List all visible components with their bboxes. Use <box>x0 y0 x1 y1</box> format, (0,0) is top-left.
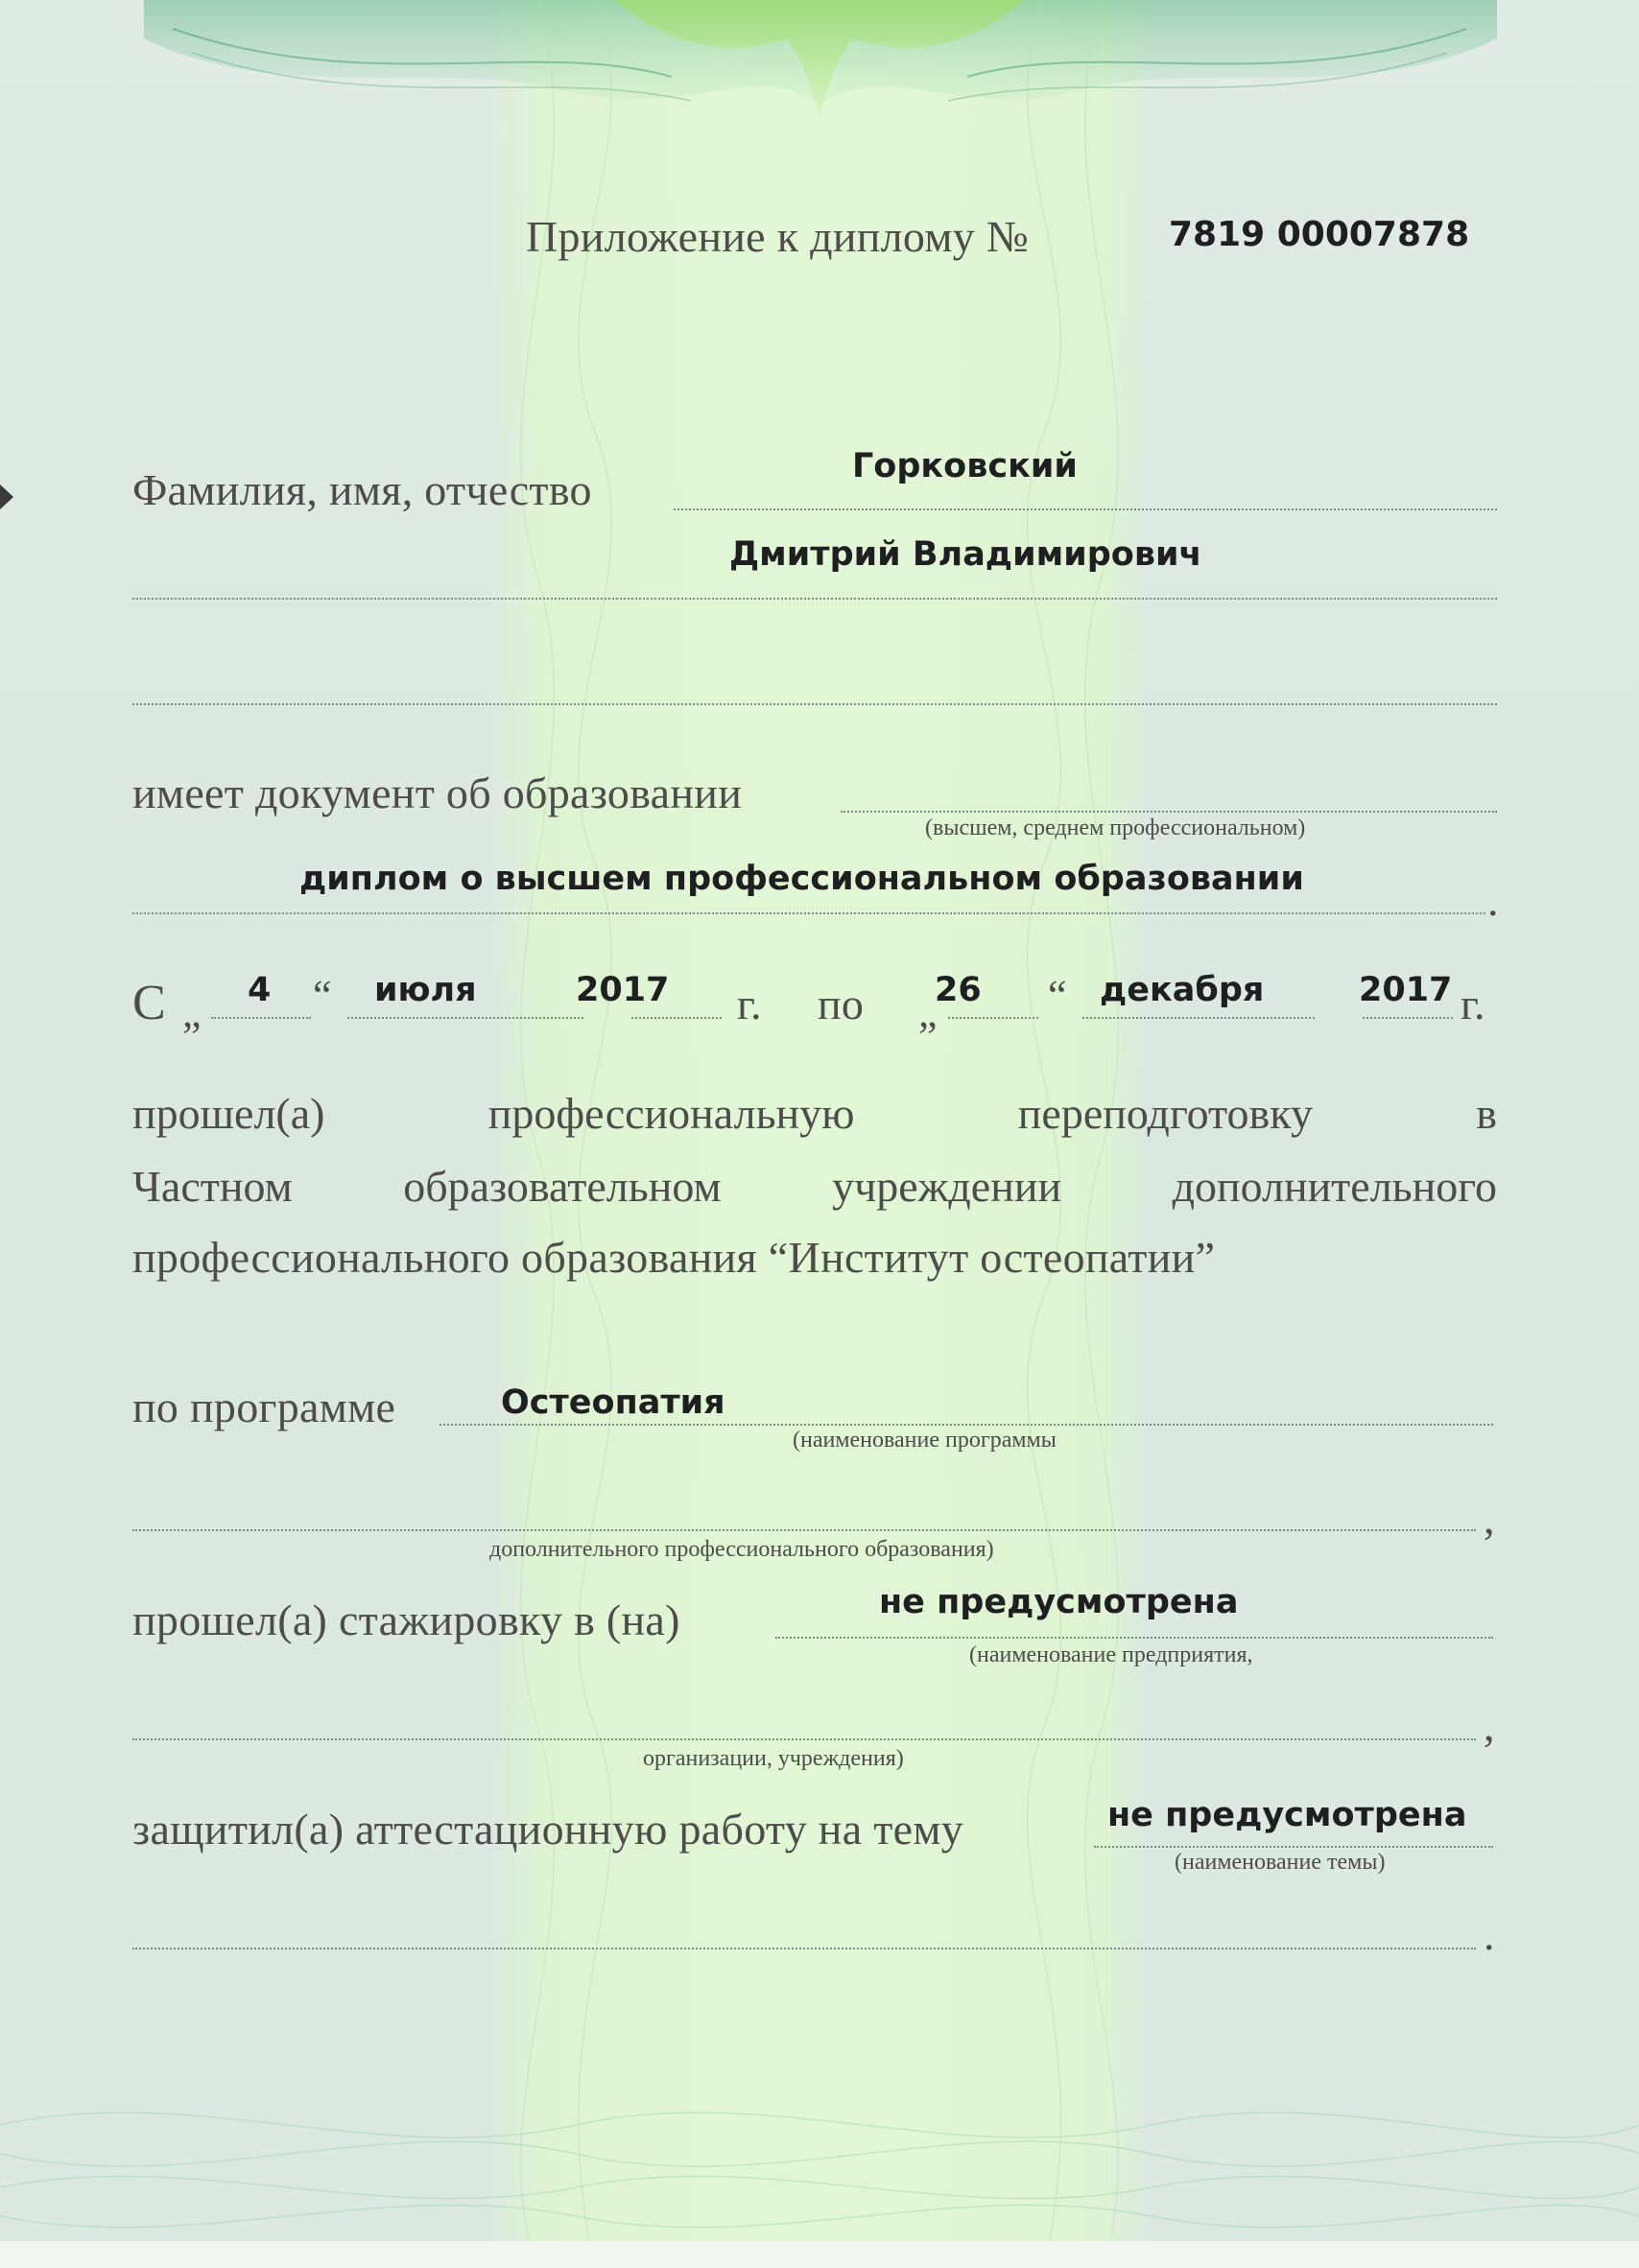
thesis-line <box>1094 1846 1493 1848</box>
internship-label: прошел(а) стажировку в (на) <box>132 1595 680 1644</box>
education-hint: (высшем, среднем профессиональном) <box>925 815 1306 840</box>
name-extra-line <box>132 703 1497 705</box>
program-value: Остеопатия <box>501 1383 725 1422</box>
to-day-line <box>948 1017 1038 1019</box>
program-line <box>439 1424 1493 1426</box>
internship-line-2 <box>132 1738 1476 1740</box>
period-prefix: С <box>132 976 166 1030</box>
education-line <box>841 811 1497 813</box>
from-day-line <box>211 1017 311 1019</box>
retraining-line-1 <box>132 1088 1497 1139</box>
from-year-line <box>631 1017 722 1019</box>
retraining-word: учреждении <box>832 1162 1062 1211</box>
surname-value: Горковский <box>852 447 1078 485</box>
education-value: диплом о высшем профессиональном образовании <box>299 860 1304 898</box>
internship-hint-1: (наименование предприятия, <box>969 1642 1253 1667</box>
retraining-line-3: профессионального образования “Институт остеопатии” <box>132 1233 1216 1282</box>
retraining-word: в <box>1476 1089 1497 1138</box>
period-open-quote-2: „ <box>918 989 938 1036</box>
program-line-2 <box>132 1529 1476 1531</box>
retraining-line-2 <box>132 1161 1497 1212</box>
retraining-word: Частном <box>132 1162 293 1211</box>
internship-line <box>775 1637 1493 1639</box>
year-suffix-2: г. <box>1461 980 1485 1028</box>
retraining-word: переподготовку <box>1017 1089 1313 1138</box>
diploma-number: 7819 00007878 <box>1169 215 1470 254</box>
internship-value: не предусмотрена <box>879 1583 1239 1621</box>
full-name-label: Фамилия, имя, отчество <box>132 465 592 514</box>
given-names-line <box>132 598 1497 600</box>
from-day: 4 <box>248 971 272 1009</box>
program-hint-1: (наименование программы <box>793 1428 1057 1453</box>
period-middle: по <box>818 980 865 1028</box>
program-comma: , <box>1484 1494 1495 1543</box>
scan-edge <box>0 2241 1639 2268</box>
program-hint-2: дополнительного профессионального образования) <box>489 1537 994 1562</box>
retraining-word: образовательном <box>403 1162 722 1211</box>
surname-line <box>674 508 1497 510</box>
given-names-value: Дмитрий Владимирович <box>729 535 1202 574</box>
period-close-quote-2: “ <box>1048 972 1067 1019</box>
to-month: декабря <box>1100 971 1265 1009</box>
retraining-word: дополнительного <box>1172 1162 1497 1211</box>
to-year: 2017 <box>1359 971 1453 1009</box>
thesis-hint: (наименование темы) <box>1175 1850 1386 1875</box>
retraining-word: профессиональную <box>487 1089 855 1138</box>
punch-mark-icon <box>0 484 13 509</box>
thesis-label: защитил(а) аттестационную работу на тему <box>132 1805 964 1854</box>
thesis-period: . <box>1484 1910 1495 1959</box>
education-value-line <box>132 912 1485 914</box>
from-year: 2017 <box>576 971 670 1009</box>
from-month-line <box>347 1017 583 1019</box>
period-close-quote-1: “ <box>313 972 332 1019</box>
education-label: имеет документ об образовании <box>132 768 743 817</box>
program-label: по программе <box>132 1382 396 1431</box>
thesis-value: не предусмотрена <box>1107 1796 1467 1834</box>
to-day: 26 <box>935 971 982 1009</box>
supplement-title: Приложение к диплому № <box>526 212 1030 261</box>
education-period: . <box>1487 876 1499 925</box>
year-suffix-1: г. <box>737 980 762 1028</box>
internship-hint-2: организации, учреждения) <box>643 1746 904 1771</box>
from-month: июля <box>374 971 477 1009</box>
to-month-line <box>1082 1017 1315 1019</box>
thesis-line-2 <box>132 1948 1476 1949</box>
internship-comma: , <box>1484 1701 1495 1750</box>
to-year-line <box>1363 1017 1453 1019</box>
retraining-word: прошел(а) <box>132 1089 325 1138</box>
period-open-quote-1: „ <box>182 989 202 1036</box>
